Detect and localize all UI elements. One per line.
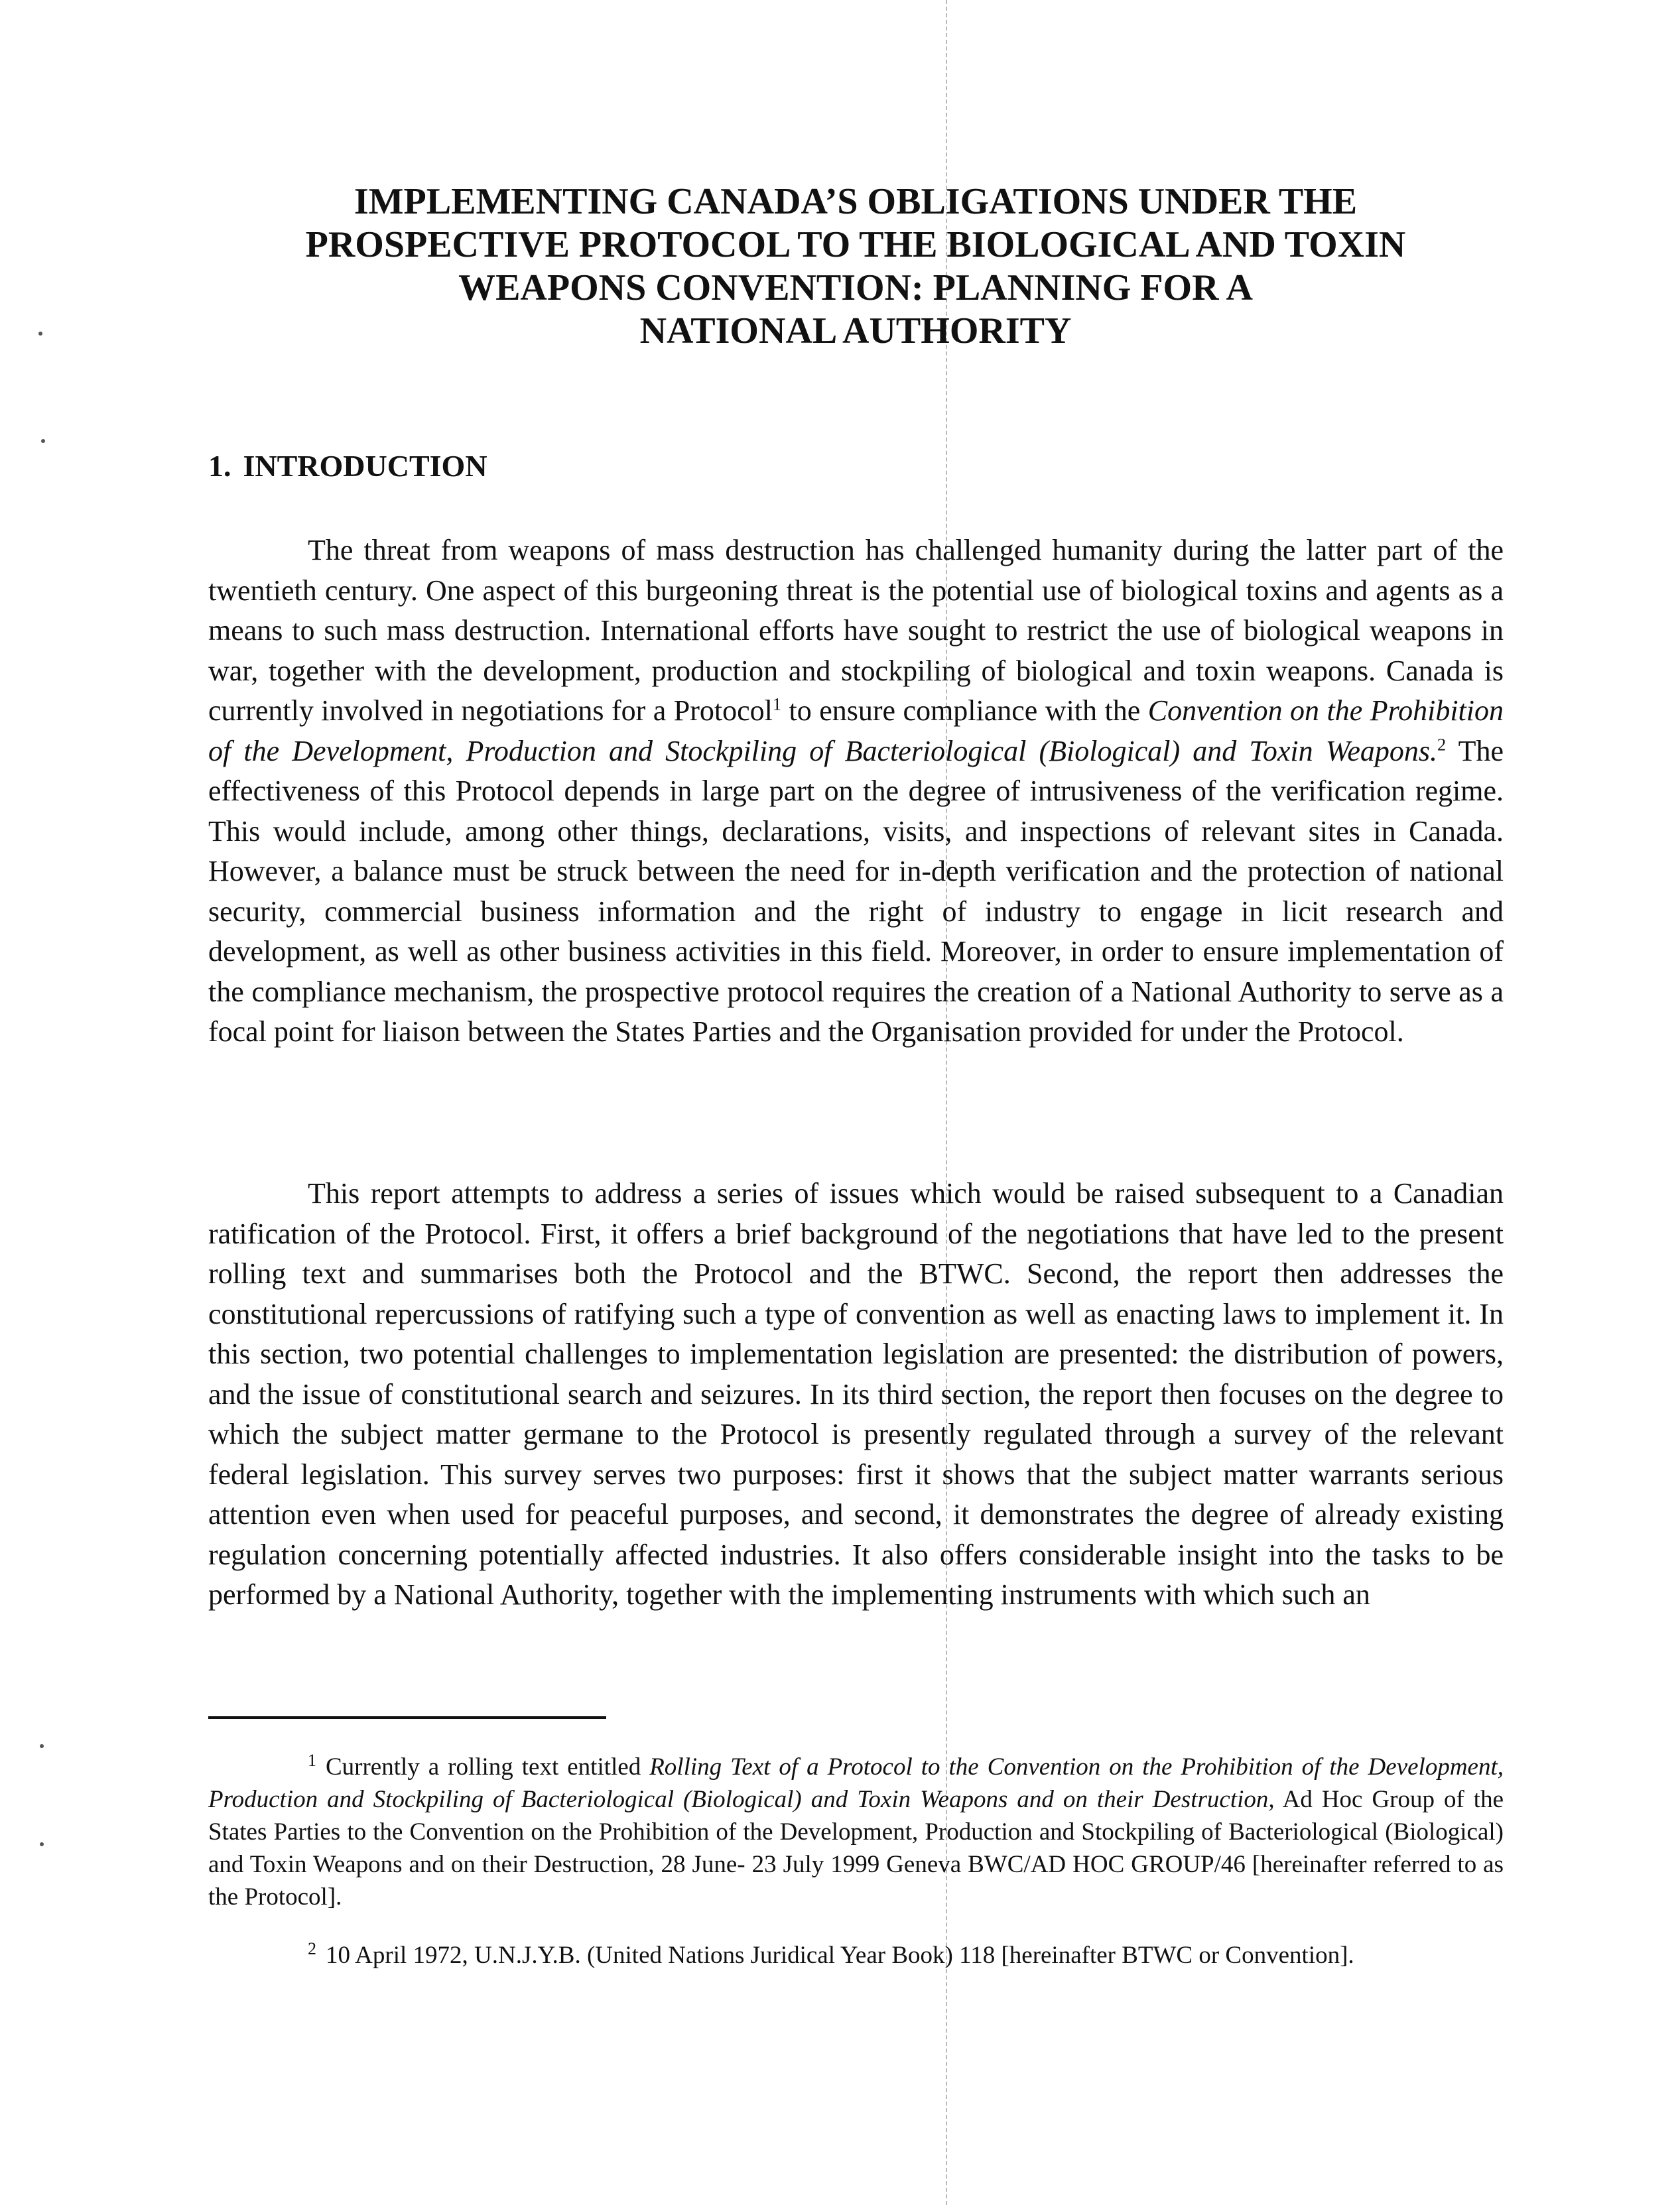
footnote-separator xyxy=(208,1716,606,1719)
section-title: INTRODUCTION xyxy=(243,449,487,483)
footnote-number: 1 xyxy=(308,1750,316,1770)
section-heading xyxy=(208,448,487,483)
title-line: NATIONAL AUTHORITY xyxy=(639,310,1072,351)
footnote-italic-text: Rolling Text of a Protocol to the Convention on the Prohibition of the Development, Production and Stockpiling of Bacteriological (Biological) and Toxin Weapons and on their Destruction, xyxy=(208,1753,1504,1813)
title-line: IMPLEMENTING CANADA’S OBLIGATIONS UNDER THE xyxy=(354,181,1358,222)
body-paragraph-2 xyxy=(208,1174,1504,1615)
title-line: WEAPONS CONVENTION: PLANNING FOR A xyxy=(458,267,1253,308)
section-number: 1. xyxy=(208,449,231,483)
footnote-ref-2: 2 xyxy=(1437,733,1447,754)
convention-title: Convention on the Prohibition of the Development, Production and Stockpiling of Bacteriological (Biological) and Toxin Weapons. xyxy=(208,694,1504,767)
footnote-text: Ad Hoc Group of the States Parties to the Convention on the Prohibition of the Development, Production and Stockpiling of Bacteriological (Biological) and Toxin Weapons and on their Destruction, 28 June- 23 July 1999 Geneva BWC/AD HOC GROUP/46 [hereinafter referred to as the Protocol]. xyxy=(208,1786,1504,1911)
scan-speck xyxy=(41,439,45,443)
scan-speck xyxy=(40,1744,44,1748)
footnote-1 xyxy=(208,1751,1504,1913)
footnote-text: Currently a rolling text entitled xyxy=(325,1753,650,1781)
paragraph-text: The threat from weapons of mass destruction has challenged humanity during the latter part of the twentieth century. One aspect of this burgeoning threat is the potential use of biological toxins and agents as a means to such mass destruction. International efforts have sought to restrict the use of biological weapons in war, together with the development, production and stockpiling of biological and toxin weapons. Canada is currently involved in negotiations for a Protocol xyxy=(208,534,1504,727)
footnote-number: 2 xyxy=(308,1938,316,1958)
paragraph-text: The effectiveness of this Protocol depends in large part on the degree of intrusiveness of the verification regime. This would include, among other things, declarations, visits, and inspections of relevant sites in Canada. However, a balance must be struck between the need for in-depth verification and the protection of national security, commercial business information and the right of industry to engage in licit research and development, as well as other business activities in this field. Moreover, in order to ensure implementation of the compliance mechanism, the prospective protocol requires the creation of a National Authority to serve as a focal point for liaison between the States Parties and the Organisation provided for under the Protocol. xyxy=(208,734,1504,1048)
footnote-ref-1: 1 xyxy=(772,694,782,714)
footnote-2 xyxy=(208,1939,1504,1972)
footnote-text: 10 April 1972, U.N.J.Y.B. (United Nations Juridical Year Book) 118 [hereinafter BTWC or Convention]. xyxy=(325,1942,1354,1969)
paragraph-text: This report attempts to address a series of issues which would be raised subsequent to a Canadian ratification of the Protocol. First, it offers a brief background of the negotiations that have led to the present rolling text and summarises both the Protocol and the BTWC. Second, the report then addresses the constitutional repercussions of ratifying such a type of convention as well as enacting laws to implement it. In this section, two potential challenges to implementation legislation are presented: the distribution of powers, and the issue of constitutional search and seizures. In its third section, the report then focuses on the degree to which the subject matter germane to the Protocol is presently regulated through a survey of the relevant federal legislation. This survey serves two purposes: first it shows that the subject matter warrants serious attention even when used for peaceful purposes, and second, it demonstrates the degree of already existing regulation concerning potentially affected industries. It also offers considerable insight into the tasks to be performed by a National Authority, together with the implementing instruments with which such an xyxy=(208,1177,1504,1611)
title-line: PROSPECTIVE PROTOCOL TO THE BIOLOGICAL AND TOXIN xyxy=(305,224,1406,265)
paragraph-text: to ensure compliance with the xyxy=(781,694,1148,727)
scan-speck xyxy=(40,1842,44,1846)
body-paragraph-1 xyxy=(208,531,1504,1052)
document-title xyxy=(252,180,1459,353)
scan-speck xyxy=(38,332,42,336)
